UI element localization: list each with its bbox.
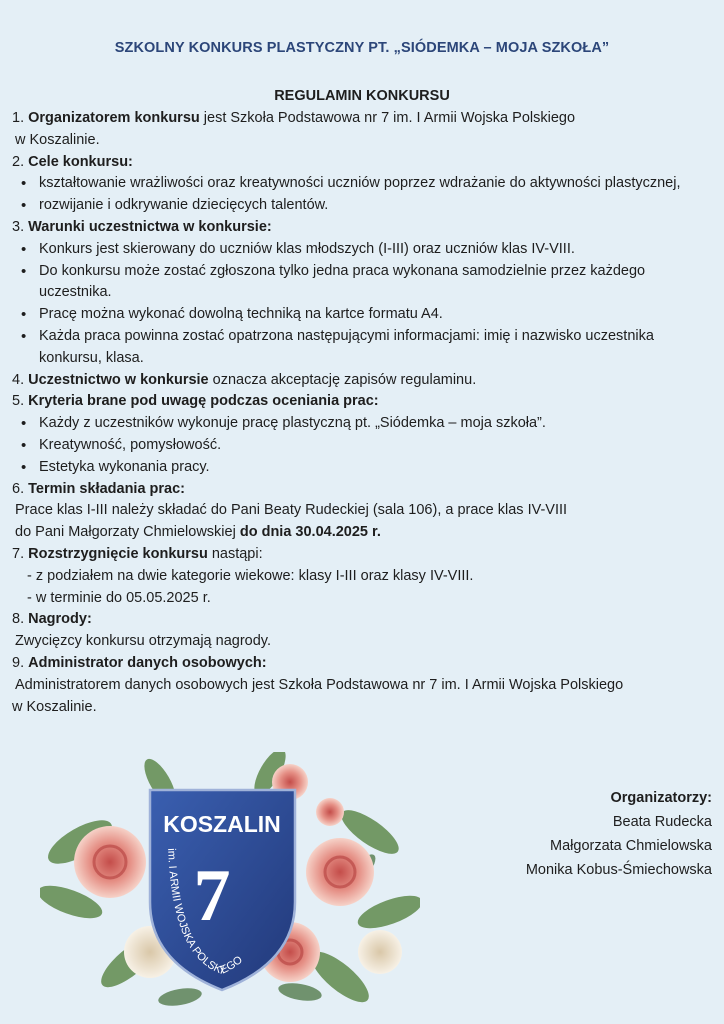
emblem-number: 7 <box>193 855 231 937</box>
section-6-line-2 <box>12 522 716 544</box>
section-4 <box>12 370 716 392</box>
organizers-title: Organizatorzy: <box>610 790 712 806</box>
regulations-body <box>12 108 716 718</box>
organizer-name: Monika Kobus-Śmiechowska <box>525 862 712 878</box>
section-heading: Warunki uczestnictwa w konkursie: <box>28 218 272 235</box>
section-heading: Rozstrzygnięcie konkursu <box>28 545 208 562</box>
deadline-date: do dnia 30.04.2025 r. <box>239 524 381 541</box>
section-9-line-1: Administratorem danych osobowych jest Szkoła Podstawowa nr 7 im. I Armii Wojska Polskiego <box>15 676 624 693</box>
section-heading: Nagrody: <box>28 611 92 628</box>
section-6-line-1: Prace klas I-III należy składać do Pani Beaty Rudeckiej (sala 106), a prace klas IV-VIII <box>15 502 568 519</box>
list-item: • rozwijanie i odkrywanie dziecięcych talentów. <box>12 195 716 217</box>
section-heading: Kryteria brane pod uwagę podczas oceniania prac: <box>28 393 379 410</box>
section-number: 9. <box>12 654 25 671</box>
list-item: • Konkurs jest skierowany do uczniów klas młodszych (I-III) oraz uczniów klas IV-VIII. <box>12 239 716 261</box>
section-9 <box>12 653 716 675</box>
section-1 <box>12 108 716 130</box>
section-text: oznacza akceptację zapisów regulaminu. <box>208 371 477 388</box>
section-1-continuation: w Koszalinie. <box>15 131 100 148</box>
emblem-arc-text: im. I ARMII WOJSKA POLSKIEGO <box>165 848 245 977</box>
organizer-name: Małgorzata Chmielowska <box>550 838 712 854</box>
section-5 <box>12 391 716 413</box>
section-text: nastąpi: <box>207 545 263 562</box>
section-2-list <box>12 173 716 217</box>
section-7-line-1: - z podziałem na dwie kategorie wiekowe: klasy I-III oraz klasy IV-VIII. <box>27 567 474 584</box>
section-3 <box>12 217 716 239</box>
list-item: • Estetyka wykonania pracy. <box>12 457 716 479</box>
section-8-line: Zwycięzcy konkursu otrzymają nagrody. <box>15 633 271 650</box>
contest-title: SZKOLNY KONKURS PLASTYCZNY PT. „SIÓDEMKA – MOJA SZKOŁA” <box>114 40 610 56</box>
section-text: jest Szkoła Podstawowa nr 7 im. I Armii Wojska Polskiego <box>199 110 576 126</box>
organizer-name: Beata Rudecka <box>612 814 712 830</box>
list-item: • Do konkursu może zostać zgłoszona tylko jedna praca wykonana samodzielnie przez każdego uczestnika. <box>12 261 716 305</box>
section-number: 7. <box>12 545 25 562</box>
section-number: 8. <box>12 611 25 628</box>
section-number: 2. <box>12 153 25 170</box>
section-number: 3. <box>12 218 25 235</box>
section-7-line-2: - w terminie do 05.05.2025 r. <box>27 589 211 606</box>
regulations-heading: REGULAMIN KONKURSU <box>274 88 450 104</box>
section-7 <box>12 544 716 566</box>
section-text: do Pani Małgorzaty Chmielowskiej <box>15 524 240 541</box>
section-heading: Administrator danych osobowych: <box>28 654 267 671</box>
school-emblem-with-roses <box>40 752 420 1012</box>
list-item: • Pracę można wykonać dowolną techniką na kartce formatu A4. <box>12 304 716 326</box>
emblem-graphic <box>40 752 420 1012</box>
section-number: 5. <box>12 393 25 410</box>
section-9-line-2: w Koszalinie. <box>12 698 97 715</box>
section-heading: Organizatorem konkursu <box>28 110 200 126</box>
section-2 <box>12 152 716 174</box>
section-number: 1. <box>12 110 25 126</box>
list-item: • Każda praca powinna zostać opatrzona następującymi informacjami: imię i nazwisko uczestnika konkursu, klasa. <box>12 326 716 370</box>
organizers-block <box>412 786 712 882</box>
list-item: • kształtowanie wrażliwości oraz kreatywności uczniów poprzez wdrażanie do aktywności plastycznej, <box>12 173 716 195</box>
section-8 <box>12 609 716 631</box>
section-heading: Uczestnictwo w konkursie <box>28 371 209 388</box>
list-item: • Każdy z uczestników wykonuje pracę plastyczną pt. „Siódemka – moja szkoła”. <box>12 413 716 435</box>
section-heading: Cele konkursu: <box>28 153 133 170</box>
section-6 <box>12 479 716 501</box>
section-3-list <box>12 239 716 370</box>
section-number: 4. <box>12 371 25 388</box>
section-5-list <box>12 413 716 478</box>
section-heading: Termin składania prac: <box>28 480 185 497</box>
section-number: 6. <box>12 480 25 497</box>
list-item: • Kreatywność, pomysłowość. <box>12 435 716 457</box>
emblem-city: KOSZALIN <box>163 811 281 837</box>
